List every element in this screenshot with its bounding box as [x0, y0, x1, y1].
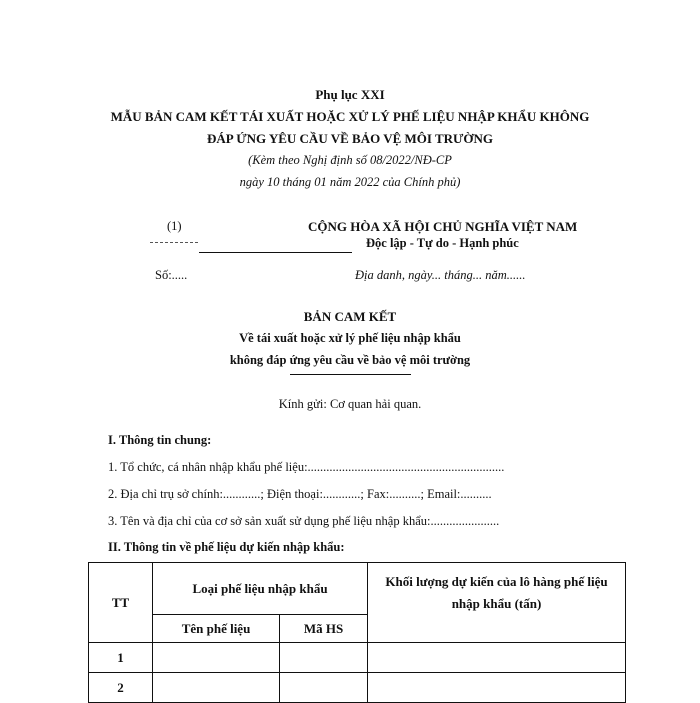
nation-motto: Độc lập - Tự do - Hạnh phúc: [366, 236, 519, 250]
form-title-line1: MẪU BẢN CAM KẾT TÁI XUẤT HOẶC XỬ LÝ PHẾ LIỆU NHẬP KHẨU KHÔNG: [110, 109, 590, 124]
org-dash-line: [150, 242, 198, 243]
document-number: Số:.....: [155, 268, 188, 282]
addressee: Kính gửi: Cơ quan hải quan.: [278, 397, 422, 411]
scrap-name-cell: [153, 643, 280, 673]
row-number: 2: [89, 673, 153, 703]
col-weight-header: Khối lượng dự kiến của lô hàng phế liệu nhập khẩu (tấn): [368, 563, 626, 643]
place-date: Địa danh, ngày... tháng... năm......: [355, 268, 526, 282]
col-tt-header: TT: [89, 563, 153, 643]
nation-name: CỘNG HÒA XÃ HỘI CHỦ NGHĨA VIỆT NAM: [308, 219, 578, 234]
hs-code-cell: [280, 643, 368, 673]
row-number: 1: [89, 643, 153, 673]
commitment-subtitle-line2: không đáp ứng yêu cầu về bảo vệ môi trường: [229, 353, 471, 367]
decree-reference-line2: ngày 10 tháng 01 năm 2022 của Chính phủ): [239, 175, 461, 189]
appendix-label: Phụ lục XXI: [315, 87, 385, 102]
table-row: [89, 643, 626, 673]
table-header-row: [89, 563, 626, 615]
motto-underline: [199, 252, 352, 253]
weight-cell: [368, 673, 626, 703]
form-title-line2: ĐÁP ỨNG YÊU CẦU VỀ BẢO VỆ MÔI TRƯỜNG: [206, 131, 494, 146]
title-underline: [290, 374, 411, 375]
commitment-subtitle-line1: Về tái xuất hoặc xử lý phế liệu nhập khẩu: [239, 331, 461, 345]
col-scrap-type-header: Loại phế liệu nhập khẩu: [153, 563, 368, 615]
section1-heading: I. Thông tin chung:: [108, 433, 212, 447]
general-info-item: 3. Tên và địa chỉ của cơ sở sản xuất sử dụng phế liệu nhập khẩu:......................: [108, 514, 500, 528]
col-hs-code-header: Mã HS: [280, 615, 368, 643]
general-info-item: 2. Địa chỉ trụ sở chính:............; Điện thoại:............; Fax:..........; Email:..........: [108, 487, 492, 501]
section2-heading: II. Thông tin về phế liệu dự kiến nhập khẩu:: [108, 540, 345, 554]
scrap-name-cell: [153, 673, 280, 703]
general-info-item: 1. Tổ chức, cá nhân nhập khẩu phế liệu:...............................................................: [108, 460, 505, 474]
commitment-title: BẢN CAM KẾT: [303, 309, 397, 324]
decree-reference-line1: (Kèm theo Nghị định số 08/2022/NĐ-CP: [248, 153, 452, 167]
org-placeholder: (1): [167, 219, 182, 233]
col-scrap-name-header: Tên phế liệu: [153, 615, 280, 643]
table-row: [89, 673, 626, 703]
hs-code-cell: [280, 673, 368, 703]
scrap-info-table: [88, 562, 626, 703]
weight-cell: [368, 643, 626, 673]
